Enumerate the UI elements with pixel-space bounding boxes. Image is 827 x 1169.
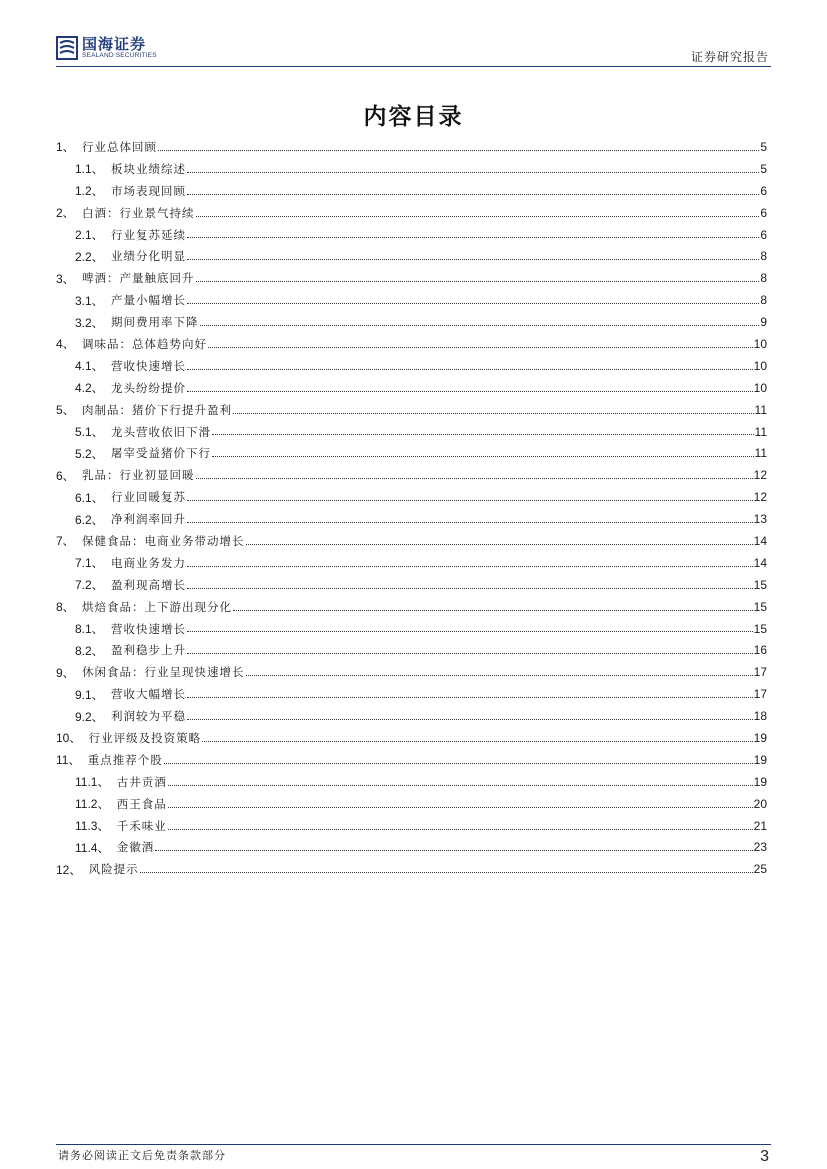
toc-entry-number: 3、 xyxy=(56,271,75,286)
toc-entry-page: 5 xyxy=(760,139,767,154)
toc-entry-title: 行业复苏延续 xyxy=(111,227,186,242)
toc-dot-leader xyxy=(168,828,753,830)
toc-dot-leader xyxy=(233,412,754,414)
toc-entry-number: 4、 xyxy=(56,337,75,352)
report-type-label: 证券研究报告 xyxy=(690,50,769,64)
toc-dot-leader xyxy=(212,455,754,457)
toc-entry-number: 11.1、 xyxy=(75,775,110,790)
toc-entry[interactable] xyxy=(56,574,767,596)
toc-dot-leader xyxy=(196,215,760,217)
toc-entry-number: 11、 xyxy=(56,753,81,768)
toc-entry-number: 9、 xyxy=(56,665,75,680)
toc-entry[interactable] xyxy=(56,464,767,486)
toc-dot-leader xyxy=(187,390,753,392)
toc-entry-number: 11.2、 xyxy=(75,797,110,812)
toc-entry-title: 烘焙食品：上下游出现分化 xyxy=(82,599,232,614)
footer-divider xyxy=(56,1144,771,1145)
toc-entry-number: 5、 xyxy=(56,403,75,418)
toc-entry-number: 1、 xyxy=(56,140,75,155)
toc-entry[interactable] xyxy=(56,421,767,443)
toc-entry-number: 7.1、 xyxy=(75,556,104,571)
toc-entry-number: 4.1、 xyxy=(75,359,104,374)
toc-entry-page: 11 xyxy=(754,424,767,439)
toc-dot-leader xyxy=(202,740,752,742)
toc-entry-number: 11.3、 xyxy=(75,819,110,834)
toc-entry-page: 11 xyxy=(754,446,767,461)
toc-entry-title: 利润较为平稳 xyxy=(111,709,186,724)
toc-dot-leader xyxy=(168,806,753,808)
toc-entry-title: 西王食品 xyxy=(116,796,167,811)
toc-dot-leader xyxy=(140,871,753,873)
toc-entry-page: 10 xyxy=(753,380,767,395)
toc-entry[interactable] xyxy=(56,705,767,727)
toc-entry[interactable] xyxy=(56,399,767,421)
logo-english-name: SEALAND SECURITIES xyxy=(82,52,157,59)
toc-entry-title: 重点推荐个股 xyxy=(87,752,163,767)
toc-entry-page: 18 xyxy=(753,709,767,724)
toc-entry-title: 屠宰受益猪价下行 xyxy=(111,446,211,461)
toc-entry-title: 龙头纷纷提价 xyxy=(111,380,186,395)
toc-entry[interactable] xyxy=(56,333,767,355)
toc-entry-title: 期间费用率下降 xyxy=(111,315,199,330)
toc-entry-title: 古井贡酒 xyxy=(116,774,167,789)
toc-entry-page: 12 xyxy=(753,468,767,483)
header-divider xyxy=(56,66,771,67)
toc-entry[interactable] xyxy=(56,771,767,793)
toc-entry[interactable] xyxy=(56,180,767,202)
toc-dot-leader xyxy=(155,849,752,851)
toc-entry[interactable] xyxy=(56,486,767,508)
toc-entry-title: 行业总体回顾 xyxy=(82,139,157,154)
toc-entry-title: 产量小幅增长 xyxy=(111,293,186,308)
toc-entry-number: 4.2、 xyxy=(75,381,104,396)
toc-entry-page: 13 xyxy=(753,512,767,527)
toc-entry[interactable] xyxy=(56,267,767,289)
toc-entry-page: 10 xyxy=(753,358,767,373)
toc-entry-page: 6 xyxy=(760,227,767,242)
toc-dot-leader xyxy=(187,565,753,567)
toc-entry[interactable] xyxy=(56,858,767,880)
toc-entry[interactable] xyxy=(56,508,767,530)
toc-entry[interactable] xyxy=(56,837,767,859)
toc-dot-leader xyxy=(164,762,753,764)
toc-entry-page: 19 xyxy=(753,752,767,767)
toc-entry[interactable] xyxy=(56,289,767,311)
toc-entry-number: 8.2、 xyxy=(75,643,104,658)
toc-entry-page: 15 xyxy=(753,577,767,592)
toc-entry[interactable] xyxy=(56,727,767,749)
toc-entry-number: 9.2、 xyxy=(75,709,104,724)
toc-entry[interactable] xyxy=(56,749,767,771)
toc-dot-leader xyxy=(168,784,753,786)
toc-entry-title: 盈利现高增长 xyxy=(111,577,186,592)
toc-entry[interactable] xyxy=(56,442,767,464)
toc-entry-number: 7、 xyxy=(56,534,75,549)
toc-entry-title: 业绩分化明显 xyxy=(111,249,186,264)
toc-dot-leader xyxy=(187,587,753,589)
toc-entry[interactable] xyxy=(56,618,767,640)
toc-entry-title: 行业回暖复苏 xyxy=(111,490,186,505)
toc-entry-page: 21 xyxy=(753,818,767,833)
toc-entry-number: 6.1、 xyxy=(75,490,104,505)
page-title: 内容目录 xyxy=(363,104,464,130)
toc-entry-page: 12 xyxy=(753,490,767,505)
toc-entry-number: 7.2、 xyxy=(75,578,104,593)
toc-dot-leader xyxy=(246,543,753,545)
toc-entry-page: 17 xyxy=(753,687,767,702)
logo-chinese-name: 国海证券 xyxy=(82,35,147,53)
toc-dot-leader xyxy=(158,149,759,151)
toc-entry[interactable] xyxy=(56,530,767,552)
toc-entry-page: 8 xyxy=(760,249,767,264)
toc-entry-title: 保健食品：电商业务带动增长 xyxy=(82,533,245,548)
table-of-contents xyxy=(56,136,767,880)
toc-entry-page: 17 xyxy=(753,665,767,680)
toc-entry-title: 龙头营收依旧下滑 xyxy=(111,424,211,439)
toc-dot-leader xyxy=(187,193,759,195)
toc-entry-number: 6、 xyxy=(56,468,75,483)
toc-dot-leader xyxy=(200,324,760,326)
toc-entry-page: 23 xyxy=(753,840,767,855)
toc-dot-leader xyxy=(187,171,759,173)
toc-entry[interactable] xyxy=(56,224,767,246)
toc-entry-page: 19 xyxy=(753,730,767,745)
toc-entry-number: 8.1、 xyxy=(75,622,104,637)
toc-entry-page: 19 xyxy=(753,774,767,789)
toc-entry-title: 营收快速增长 xyxy=(111,621,186,636)
toc-entry[interactable] xyxy=(56,596,767,618)
toc-entry[interactable] xyxy=(56,202,767,224)
toc-entry-page: 6 xyxy=(760,205,767,220)
toc-entry[interactable] xyxy=(56,639,767,661)
toc-entry-number: 2.1、 xyxy=(75,228,104,242)
toc-dot-leader xyxy=(187,368,753,370)
toc-entry[interactable] xyxy=(56,552,767,574)
toc-entry-page: 8 xyxy=(760,271,767,286)
toc-entry-page: 25 xyxy=(753,862,767,877)
toc-dot-leader xyxy=(187,696,753,698)
toc-entry-number: 5.2、 xyxy=(75,446,104,461)
toc-entry-number: 1.2、 xyxy=(75,184,104,199)
toc-dot-leader xyxy=(187,521,753,523)
toc-entry-number: 11.4、 xyxy=(75,840,110,855)
toc-entry-page: 16 xyxy=(753,643,767,658)
toc-entry-title: 调味品：总体趋势向好 xyxy=(82,336,207,351)
toc-entry-title: 电商业务发力 xyxy=(111,555,186,570)
toc-dot-leader xyxy=(233,609,753,611)
toc-entry-number: 10、 xyxy=(56,731,82,746)
toc-entry-title: 盈利稳步上升 xyxy=(111,643,186,658)
toc-entry-page: 15 xyxy=(753,599,767,614)
toc-dot-leader xyxy=(196,280,760,282)
toc-dot-leader xyxy=(187,499,753,501)
toc-entry[interactable] xyxy=(56,355,767,377)
toc-entry-number: 2、 xyxy=(56,206,75,221)
toc-dot-leader xyxy=(212,433,754,435)
toc-entry-number: 8、 xyxy=(56,600,75,615)
toc-entry[interactable] xyxy=(56,158,767,180)
toc-dot-leader xyxy=(187,630,753,632)
toc-entry-title: 啤酒：产量触底回升 xyxy=(82,271,195,286)
toc-entry-title: 休闲食品：行业呈现快速增长 xyxy=(82,665,245,680)
toc-entry[interactable] xyxy=(56,683,767,705)
toc-entry-number: 12、 xyxy=(56,862,82,877)
toc-entry-title: 营收快速增长 xyxy=(111,358,186,373)
toc-entry-title: 千禾味业 xyxy=(116,818,167,833)
toc-entry-number: 3.2、 xyxy=(75,315,104,330)
toc-entry-title: 净利润率回升 xyxy=(111,512,186,527)
toc-entry-title: 肉制品：猪价下行提升盈利 xyxy=(82,402,232,417)
company-logo xyxy=(56,36,157,60)
toc-entry-title: 金徽酒 xyxy=(116,840,155,855)
toc-entry[interactable] xyxy=(56,311,767,333)
toc-dot-leader xyxy=(187,236,759,238)
toc-entry-number: 9.1、 xyxy=(75,687,104,702)
toc-entry-page: 9 xyxy=(760,315,767,330)
page-number: 3 xyxy=(760,1148,769,1165)
toc-entry-page: 10 xyxy=(753,336,767,351)
toc-entry[interactable] xyxy=(56,136,767,158)
toc-entry[interactable] xyxy=(56,245,767,267)
toc-entry-page: 20 xyxy=(753,796,767,811)
toc-dot-leader xyxy=(187,652,753,654)
toc-entry-title: 行业评级及投资策略 xyxy=(88,730,202,745)
toc-entry-page: 11 xyxy=(754,402,767,417)
toc-entry-title: 乳品：行业初显回暖 xyxy=(82,468,195,483)
toc-entry-title: 风险提示 xyxy=(88,862,139,877)
toc-entry-page: 14 xyxy=(753,555,767,570)
toc-dot-leader xyxy=(187,718,753,720)
toc-dot-leader xyxy=(187,302,759,304)
toc-entry[interactable] xyxy=(56,661,767,683)
toc-entry-number: 2.2、 xyxy=(75,249,104,264)
sealand-logo-icon xyxy=(56,36,78,60)
toc-entry-title: 市场表现回顾 xyxy=(111,183,186,198)
toc-entry-title: 板块业绩综述 xyxy=(111,161,186,176)
toc-dot-leader xyxy=(187,258,759,260)
toc-dot-leader xyxy=(246,674,753,676)
toc-entry-title: 营收大幅增长 xyxy=(111,687,186,702)
toc-entry-page: 5 xyxy=(760,161,767,176)
disclaimer-notice: 请务必阅读正文后免责条款部分 xyxy=(58,1149,226,1162)
toc-entry[interactable] xyxy=(56,377,767,399)
toc-entry-page: 15 xyxy=(753,621,767,636)
toc-entry-number: 6.2、 xyxy=(75,512,104,527)
toc-entry-number: 1.1、 xyxy=(75,162,104,177)
toc-dot-leader xyxy=(208,346,753,348)
toc-entry-number: 3.1、 xyxy=(75,293,104,308)
toc-entry-page: 8 xyxy=(760,293,767,308)
toc-entry[interactable] xyxy=(56,815,767,837)
toc-entry-number: 5.1、 xyxy=(75,425,104,440)
toc-entry-page: 14 xyxy=(753,533,767,548)
toc-entry[interactable] xyxy=(56,793,767,815)
toc-entry-page: 6 xyxy=(760,183,767,198)
toc-entry-title: 白酒：行业景气持续 xyxy=(82,205,195,220)
toc-dot-leader xyxy=(196,477,753,479)
